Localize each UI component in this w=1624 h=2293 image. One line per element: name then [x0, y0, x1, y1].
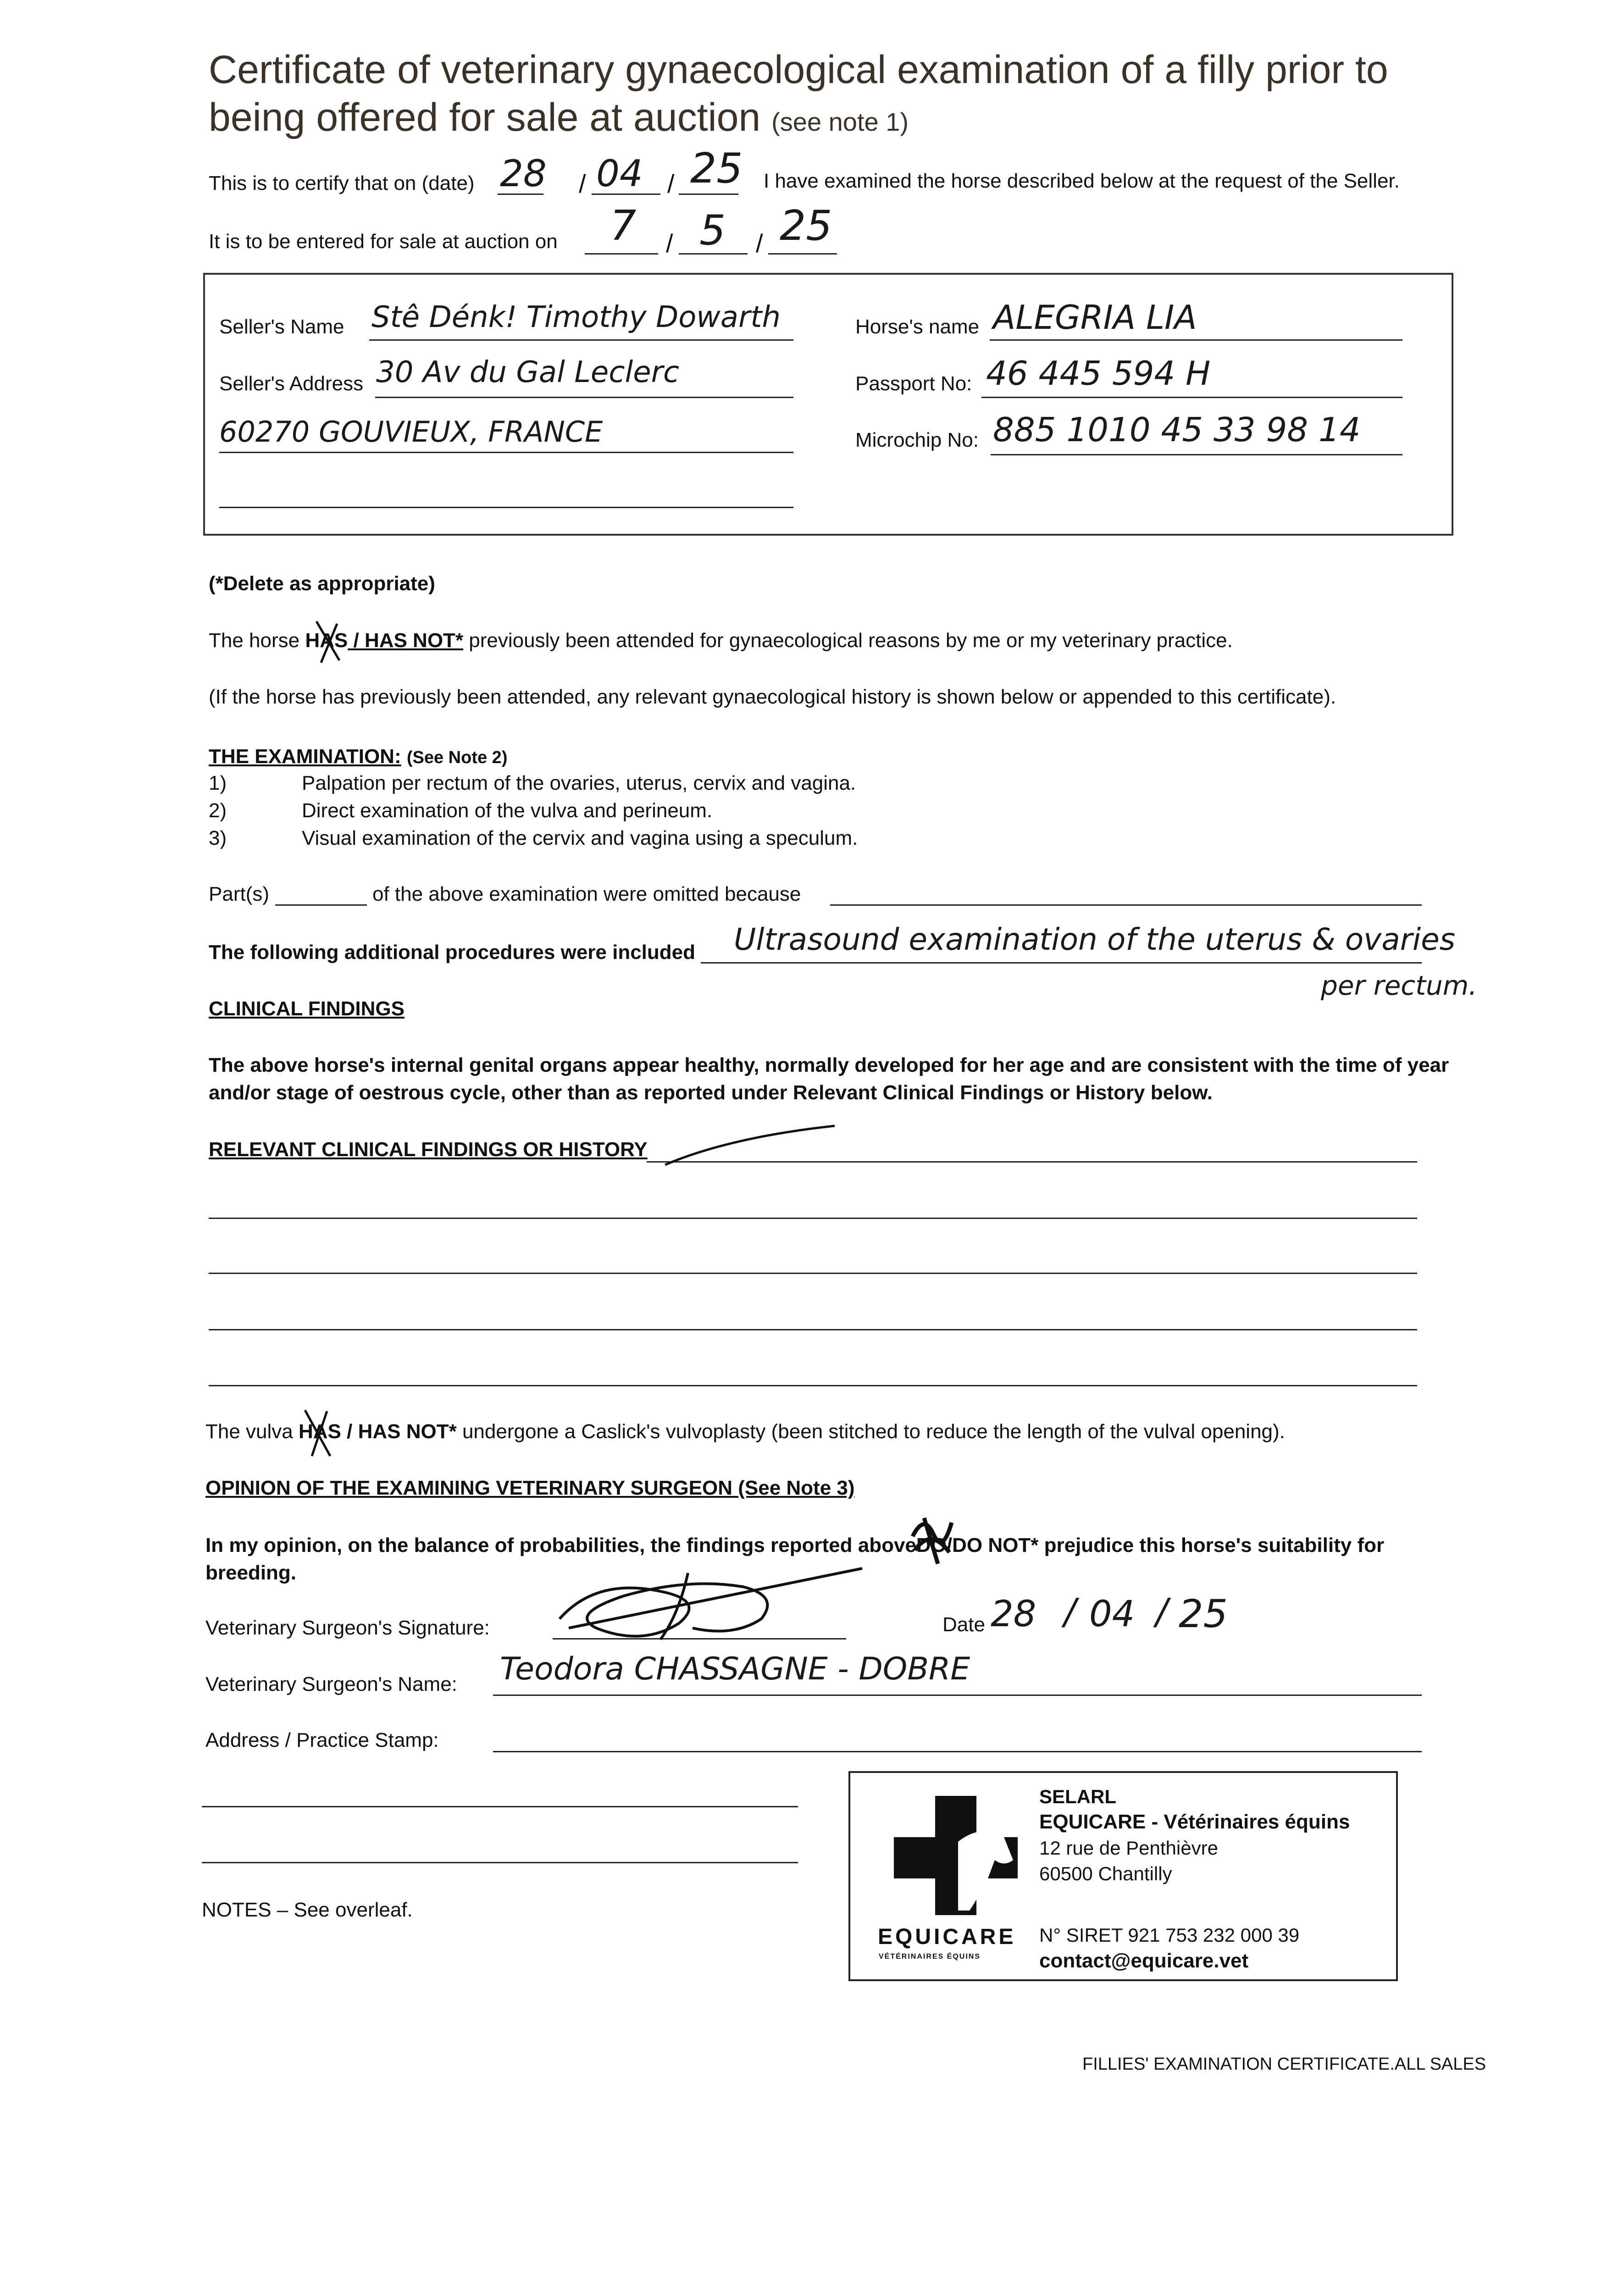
auction-day-line	[585, 253, 658, 255]
attended-prefix: The horse	[209, 629, 300, 652]
seller-address-value-2: 60270 GOUVIEUX, FRANCE	[219, 415, 603, 449]
auction-day-value: 7	[610, 202, 637, 250]
title-line-1: Certificate of veterinary gynaecological examination of a filly prior to	[209, 48, 1388, 92]
attended-strike-mark	[312, 617, 349, 667]
relevant-line-3	[209, 1273, 1417, 1274]
address-stamp-line-2	[202, 1806, 798, 1807]
additional-label: The following additional procedures were included	[209, 941, 696, 964]
document-title	[209, 46, 1388, 146]
attended-sep: /	[348, 629, 365, 652]
stamp-line-2: EQUICARE - Vétérinaires équins	[1039, 1811, 1350, 1833]
seller-address-line-1	[375, 397, 793, 398]
seller-address-label: Seller's Address	[219, 372, 364, 395]
relevant-line-5	[209, 1385, 1417, 1386]
date-slash-1: /	[579, 169, 586, 198]
auction-month-value: 5	[699, 206, 726, 255]
vulva-sep: /	[341, 1420, 358, 1443]
title-note: (see note 1)	[771, 107, 909, 136]
stamp-line-4: 60500 Chantilly	[1039, 1863, 1172, 1884]
relevant-line-2	[209, 1218, 1417, 1219]
seller-address-line-3	[219, 507, 793, 508]
stamp-siret: N° SIRET 921 753 232 000 39	[1039, 1924, 1300, 1946]
omitted-reason-line	[830, 904, 1422, 906]
opinion-scribble-mark	[906, 1509, 961, 1568]
relevant-cross-out-mark	[660, 1119, 844, 1169]
vulva-line	[205, 1420, 1285, 1443]
auction-year-line	[768, 253, 837, 255]
omitted-parts-line	[275, 904, 367, 906]
signature-image	[541, 1559, 871, 1646]
address-stamp-line-1	[493, 1751, 1422, 1752]
surgeon-name-label: Veterinary Surgeon's Name:	[205, 1673, 457, 1695]
seller-name-label: Seller's Name	[219, 316, 344, 338]
relevant-heading: RELEVANT CLINICAL FINDINGS OR HISTORY	[209, 1138, 648, 1161]
seller-address-value-1: 30 Av du Gal Leclerc	[376, 355, 680, 389]
date-year-line	[679, 194, 738, 195]
address-stamp-line-3	[202, 1862, 798, 1863]
attended-has-not: HAS NOT*	[364, 629, 464, 652]
signature-date-label: Date	[942, 1613, 985, 1636]
horse-name-line	[990, 339, 1402, 341]
seller-name-value: Stê Dénk! Timothy Dowarth	[371, 300, 781, 334]
examination-heading-note: (See Note 2)	[406, 748, 508, 767]
date-day-value: 28	[500, 152, 547, 195]
exam-item-3-text: Visual examination of the cervix and vagina using a speculum.	[302, 827, 858, 849]
horse-name-value: ALEGRIA LIA	[993, 298, 1197, 337]
opinion-text-prefix: In my opinion, on the balance of probabilities, the findings reported above	[205, 1534, 916, 1556]
examination-heading-row	[209, 745, 507, 768]
practice-stamp	[848, 1771, 1398, 1981]
auction-slash-2: /	[756, 229, 763, 258]
title-line-2-text: being offered for sale at auction	[209, 95, 761, 139]
stamp-email: contact@equicare.vet	[1039, 1950, 1249, 1972]
footer-label: FILLIES' EXAMINATION CERTIFICATE.ALL SALES	[1082, 2055, 1486, 2074]
signature-date-slash-2: /	[1156, 1591, 1168, 1633]
attended-line	[209, 629, 1233, 652]
clinical-statement-1: The above horse's internal genital organs appear healthy, normally developed for her age and are consistent with the time of year	[209, 1054, 1449, 1076]
attended-has: HAS	[305, 629, 348, 652]
vulva-prefix: The vulva	[205, 1420, 293, 1443]
vulva-has-not: HAS NOT*	[358, 1420, 457, 1443]
signature-date-year: 25	[1179, 1591, 1228, 1636]
microchip-line	[991, 454, 1402, 455]
stamp-brand-sub: VÉTÉRINAIRES ÉQUINS	[879, 1953, 981, 1961]
seller-address-line-2	[219, 452, 793, 453]
passport-label: Passport No:	[855, 372, 972, 395]
additional-line	[701, 962, 1422, 964]
opinion-line-1	[205, 1534, 1384, 1557]
passport-value: 46 445 594 H	[986, 354, 1211, 393]
signature-date-slash-1: /	[1064, 1591, 1076, 1633]
address-stamp-label: Address / Practice Stamp:	[205, 1729, 439, 1751]
horse-name-label: Horse's name	[855, 316, 980, 338]
title-line-2	[209, 94, 1388, 146]
surgeon-name-line	[493, 1695, 1422, 1696]
additional-value-2: per rectum.	[1321, 970, 1477, 1001]
signature-date-day: 28	[991, 1594, 1036, 1635]
history-note: (If the horse has previously been attended, any relevant gynaecological history is shown below or appended to this certificate).	[209, 686, 1336, 708]
opinion-do: DO	[916, 1534, 947, 1556]
surgeon-name-value: Teodora CHASSAGNE - DOBRE	[500, 1651, 970, 1687]
stamp-brand: EQUICARE	[878, 1925, 1016, 1949]
certify-suffix: I have examined the horse described below at the request of the Seller.	[764, 170, 1400, 192]
omitted-prefix: Part(s)	[209, 883, 269, 905]
signature-label: Veterinary Surgeon's Signature:	[205, 1617, 490, 1639]
notes-overleaf: NOTES – See overleaf.	[202, 1899, 413, 1921]
attended-suffix: previously been attended for gynaecological reasons by me or my veterinary practice.	[469, 629, 1233, 652]
exam-item-2-num: 2)	[209, 799, 227, 822]
examination-heading: THE EXAMINATION:	[209, 745, 401, 768]
relevant-line-4	[209, 1329, 1417, 1330]
microchip-label: Microchip No:	[855, 429, 979, 451]
opinion-line-2: breeding.	[205, 1562, 297, 1584]
stamp-line-3: 12 rue de Penthièvre	[1039, 1837, 1218, 1859]
equicare-logo-icon	[889, 1787, 1027, 1924]
auction-prefix: It is to be entered for sale at auction on	[209, 230, 558, 253]
exam-item-3-num: 3)	[209, 827, 227, 849]
exam-item-1-num: 1)	[209, 772, 227, 794]
exam-item-2-text: Direct examination of the vulva and perineum.	[302, 799, 713, 822]
microchip-value: 885 1010 45 33 98 14	[993, 410, 1361, 449]
signature-date-month: 04	[1089, 1594, 1135, 1635]
date-month-value: 04	[596, 152, 643, 195]
delete-note: (*Delete as appropriate)	[209, 572, 435, 595]
clinical-heading: CLINICAL FINDINGS	[209, 997, 405, 1020]
stamp-line-1: SELARL	[1039, 1786, 1116, 1807]
opinion-text-mid: /DO NOT* prejudice this horse's suitability for	[946, 1534, 1385, 1556]
omitted-suffix: of the above examination were omitted because	[372, 883, 801, 905]
vulva-strike-mark	[300, 1406, 337, 1461]
auction-year-value: 25	[780, 202, 832, 250]
date-year-value: 25	[690, 144, 743, 193]
vulva-suffix: undergone a Caslick's vulvoplasty (been stitched to reduce the length of the vulval opening).	[462, 1420, 1285, 1443]
seller-name-line	[369, 339, 793, 341]
clinical-statement-2: and/or stage of oestrous cycle, other than as reported under Relevant Clinical Findings or History below.	[209, 1081, 1213, 1104]
date-slash-2: /	[667, 169, 675, 198]
certify-prefix: This is to certify that on (date)	[209, 172, 475, 194]
auction-slash-1: /	[666, 229, 673, 258]
opinion-heading: OPINION OF THE EXAMINING VETERINARY SURGEON (See Note 3)	[205, 1477, 855, 1499]
additional-value-1: Ultrasound examination of the uterus & ovaries	[734, 922, 1456, 957]
passport-line	[981, 397, 1402, 398]
vulva-has: HAS	[299, 1420, 341, 1443]
exam-item-1-text: Palpation per rectum of the ovaries, uterus, cervix and vagina.	[302, 772, 856, 794]
